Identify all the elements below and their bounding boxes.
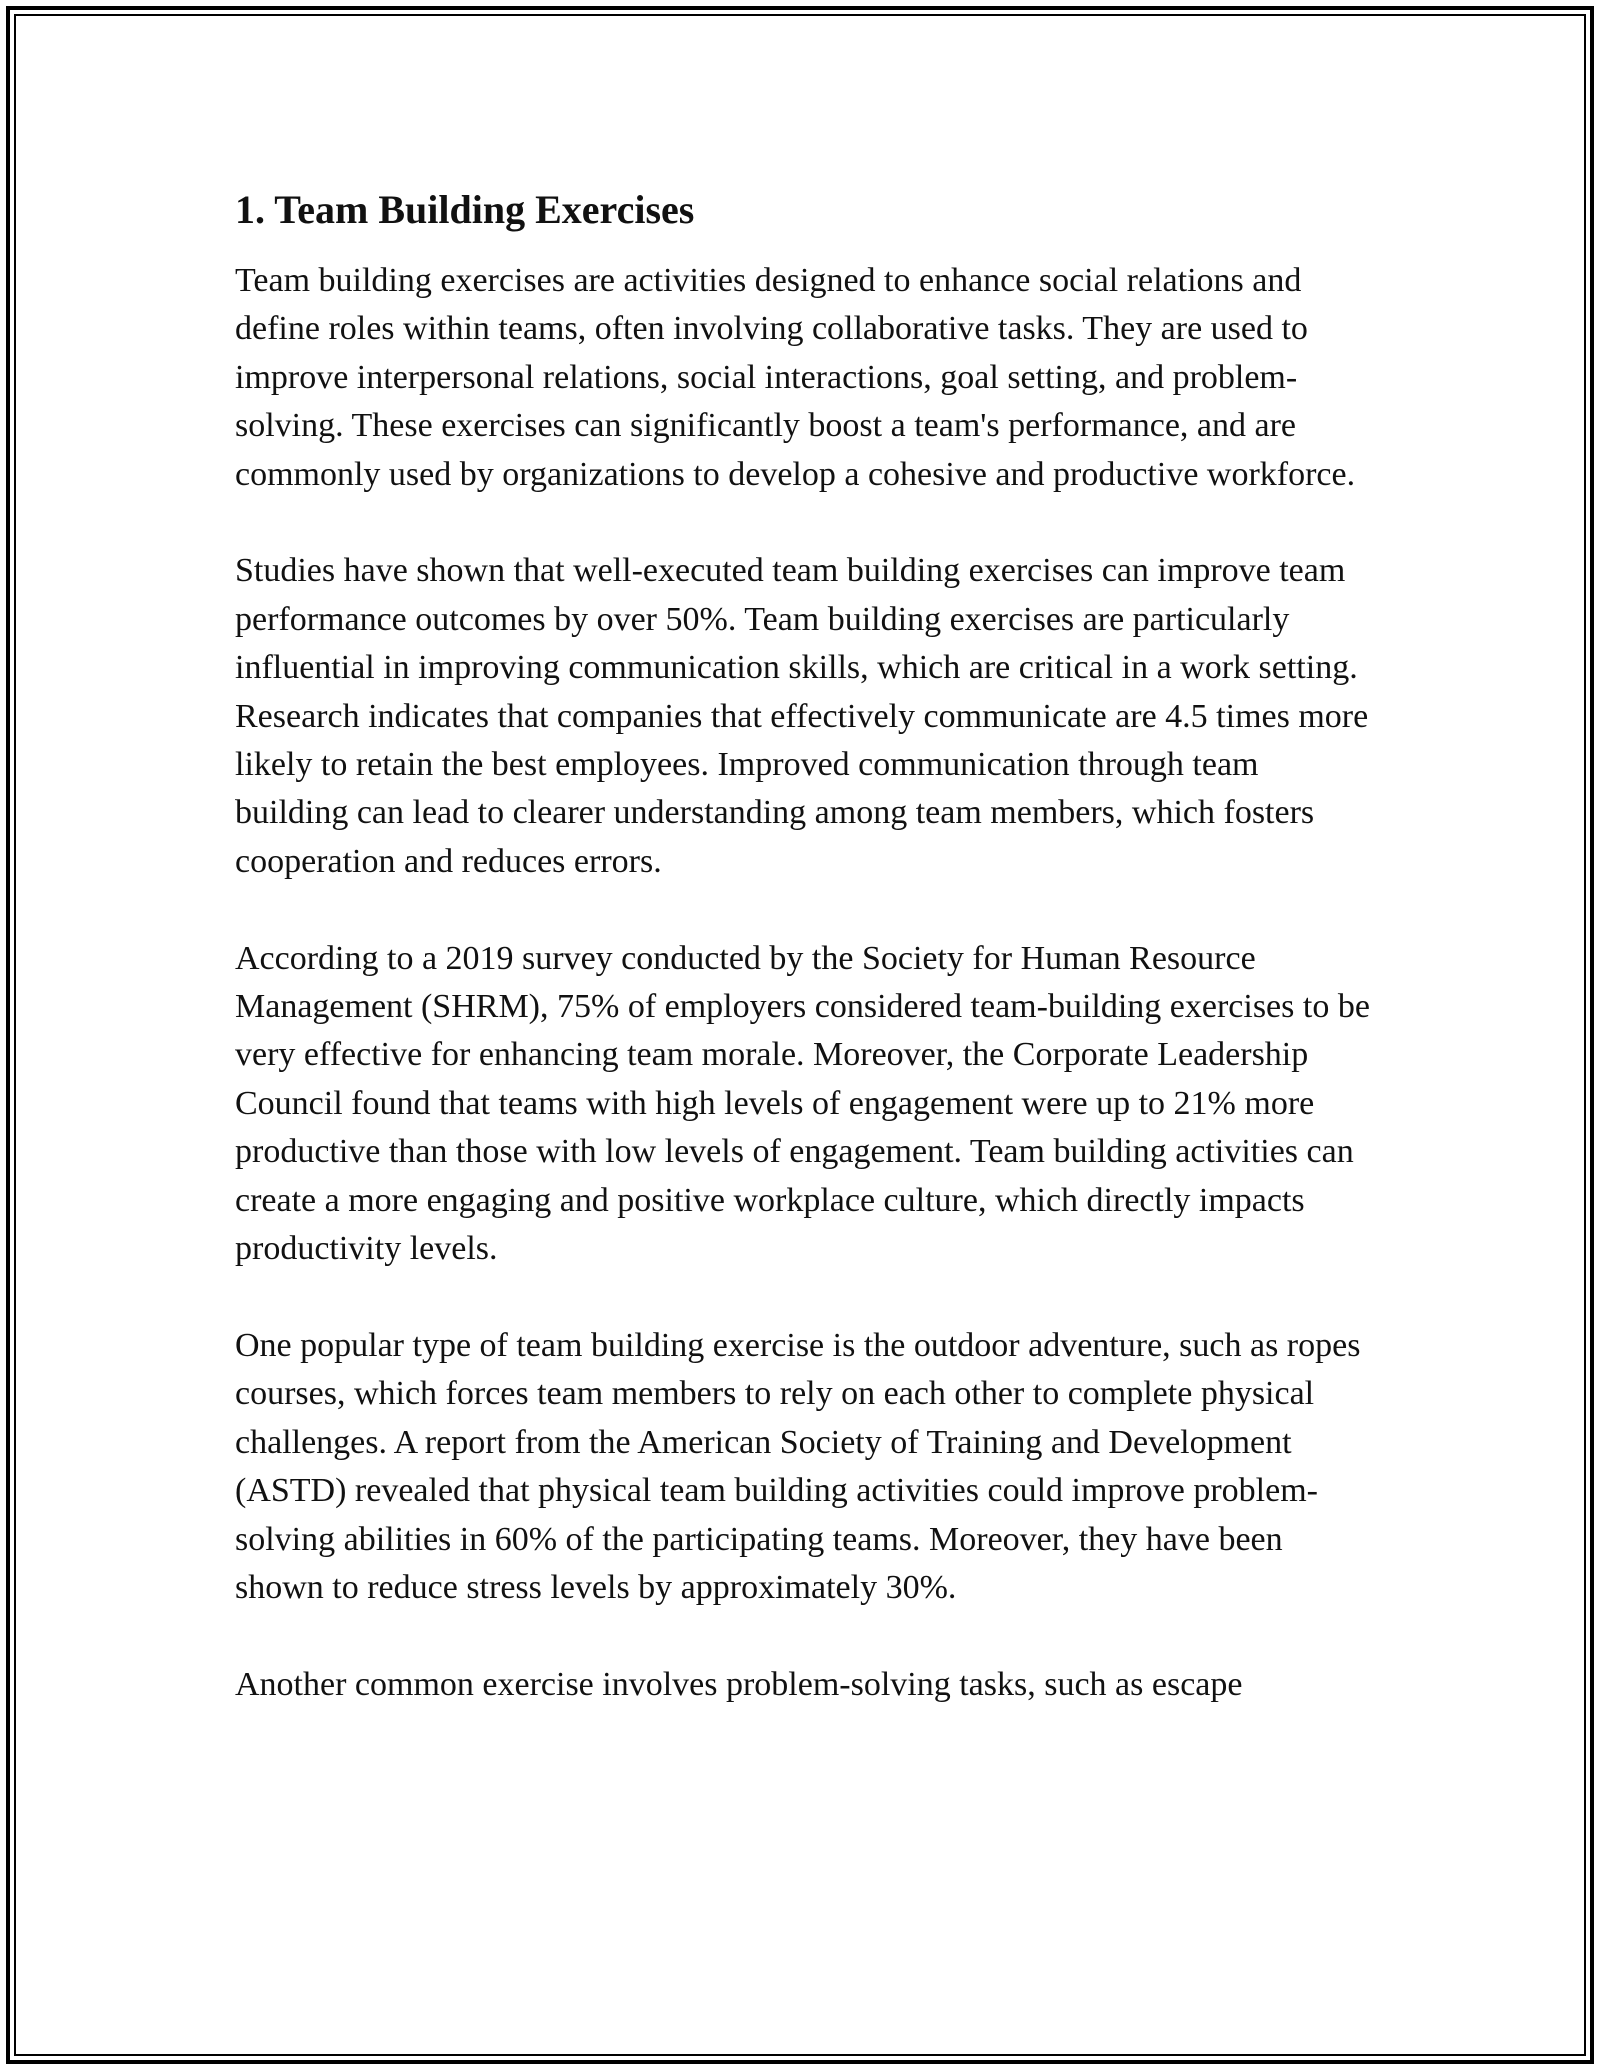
paragraph-3: According to a 2019 survey conducted by the Society for Human Resource Management (SHRM), 75% of employers considered team-building exercises to be very effective for enhancing team morale. Moreover, the Corporate Leadership Council found that teams with high levels of engagement were up to 21% more productive than those with low levels of engagement. Team building activities can create a more engaging and positive workplace culture, which directly impacts productivity levels. xyxy=(235,939,1370,1268)
section-heading: 1. Team Building Exercises xyxy=(235,187,695,232)
paragraph-5: Another common exercise involves problem-solving tasks, such as escape xyxy=(235,1665,1243,1703)
paragraph-4: One popular type of team building exercise is the outdoor adventure, such as ropes courses, which forces team members to rely on each other to complete physical challenges. A report from the American Society of Training and Development (ASTD) revealed that physical team building activities could improve problem-solving abilities in 60% of the participating teams. Moreover, they have been shown to reduce stress levels by approximately 30%. xyxy=(235,1326,1361,1606)
paragraph-1: Team building exercises are activities designed to enhance social relations and define roles within teams, often involving collaborative tasks. They are used to improve interpersonal relations, social interactions, goal setting, and problem-solving. These exercises can significantly boost a team's performance, and are commonly used by organizations to develop a cohesive and productive workforce. xyxy=(235,262,1356,493)
paragraph-2: Studies have shown that well-executed team building exercises can improve team performance outcomes by over 50%. Team building exercises are particularly influential in improving communication skills, which are critical in a work setting. Research indicates that companies that effectively communicate are 4.5 times more likely to retain the best employees. Improved communication through team building can lead to clearer understanding among team members, which fosters cooperation and reduces errors. xyxy=(235,552,1369,880)
document-body xyxy=(235,185,1375,1758)
